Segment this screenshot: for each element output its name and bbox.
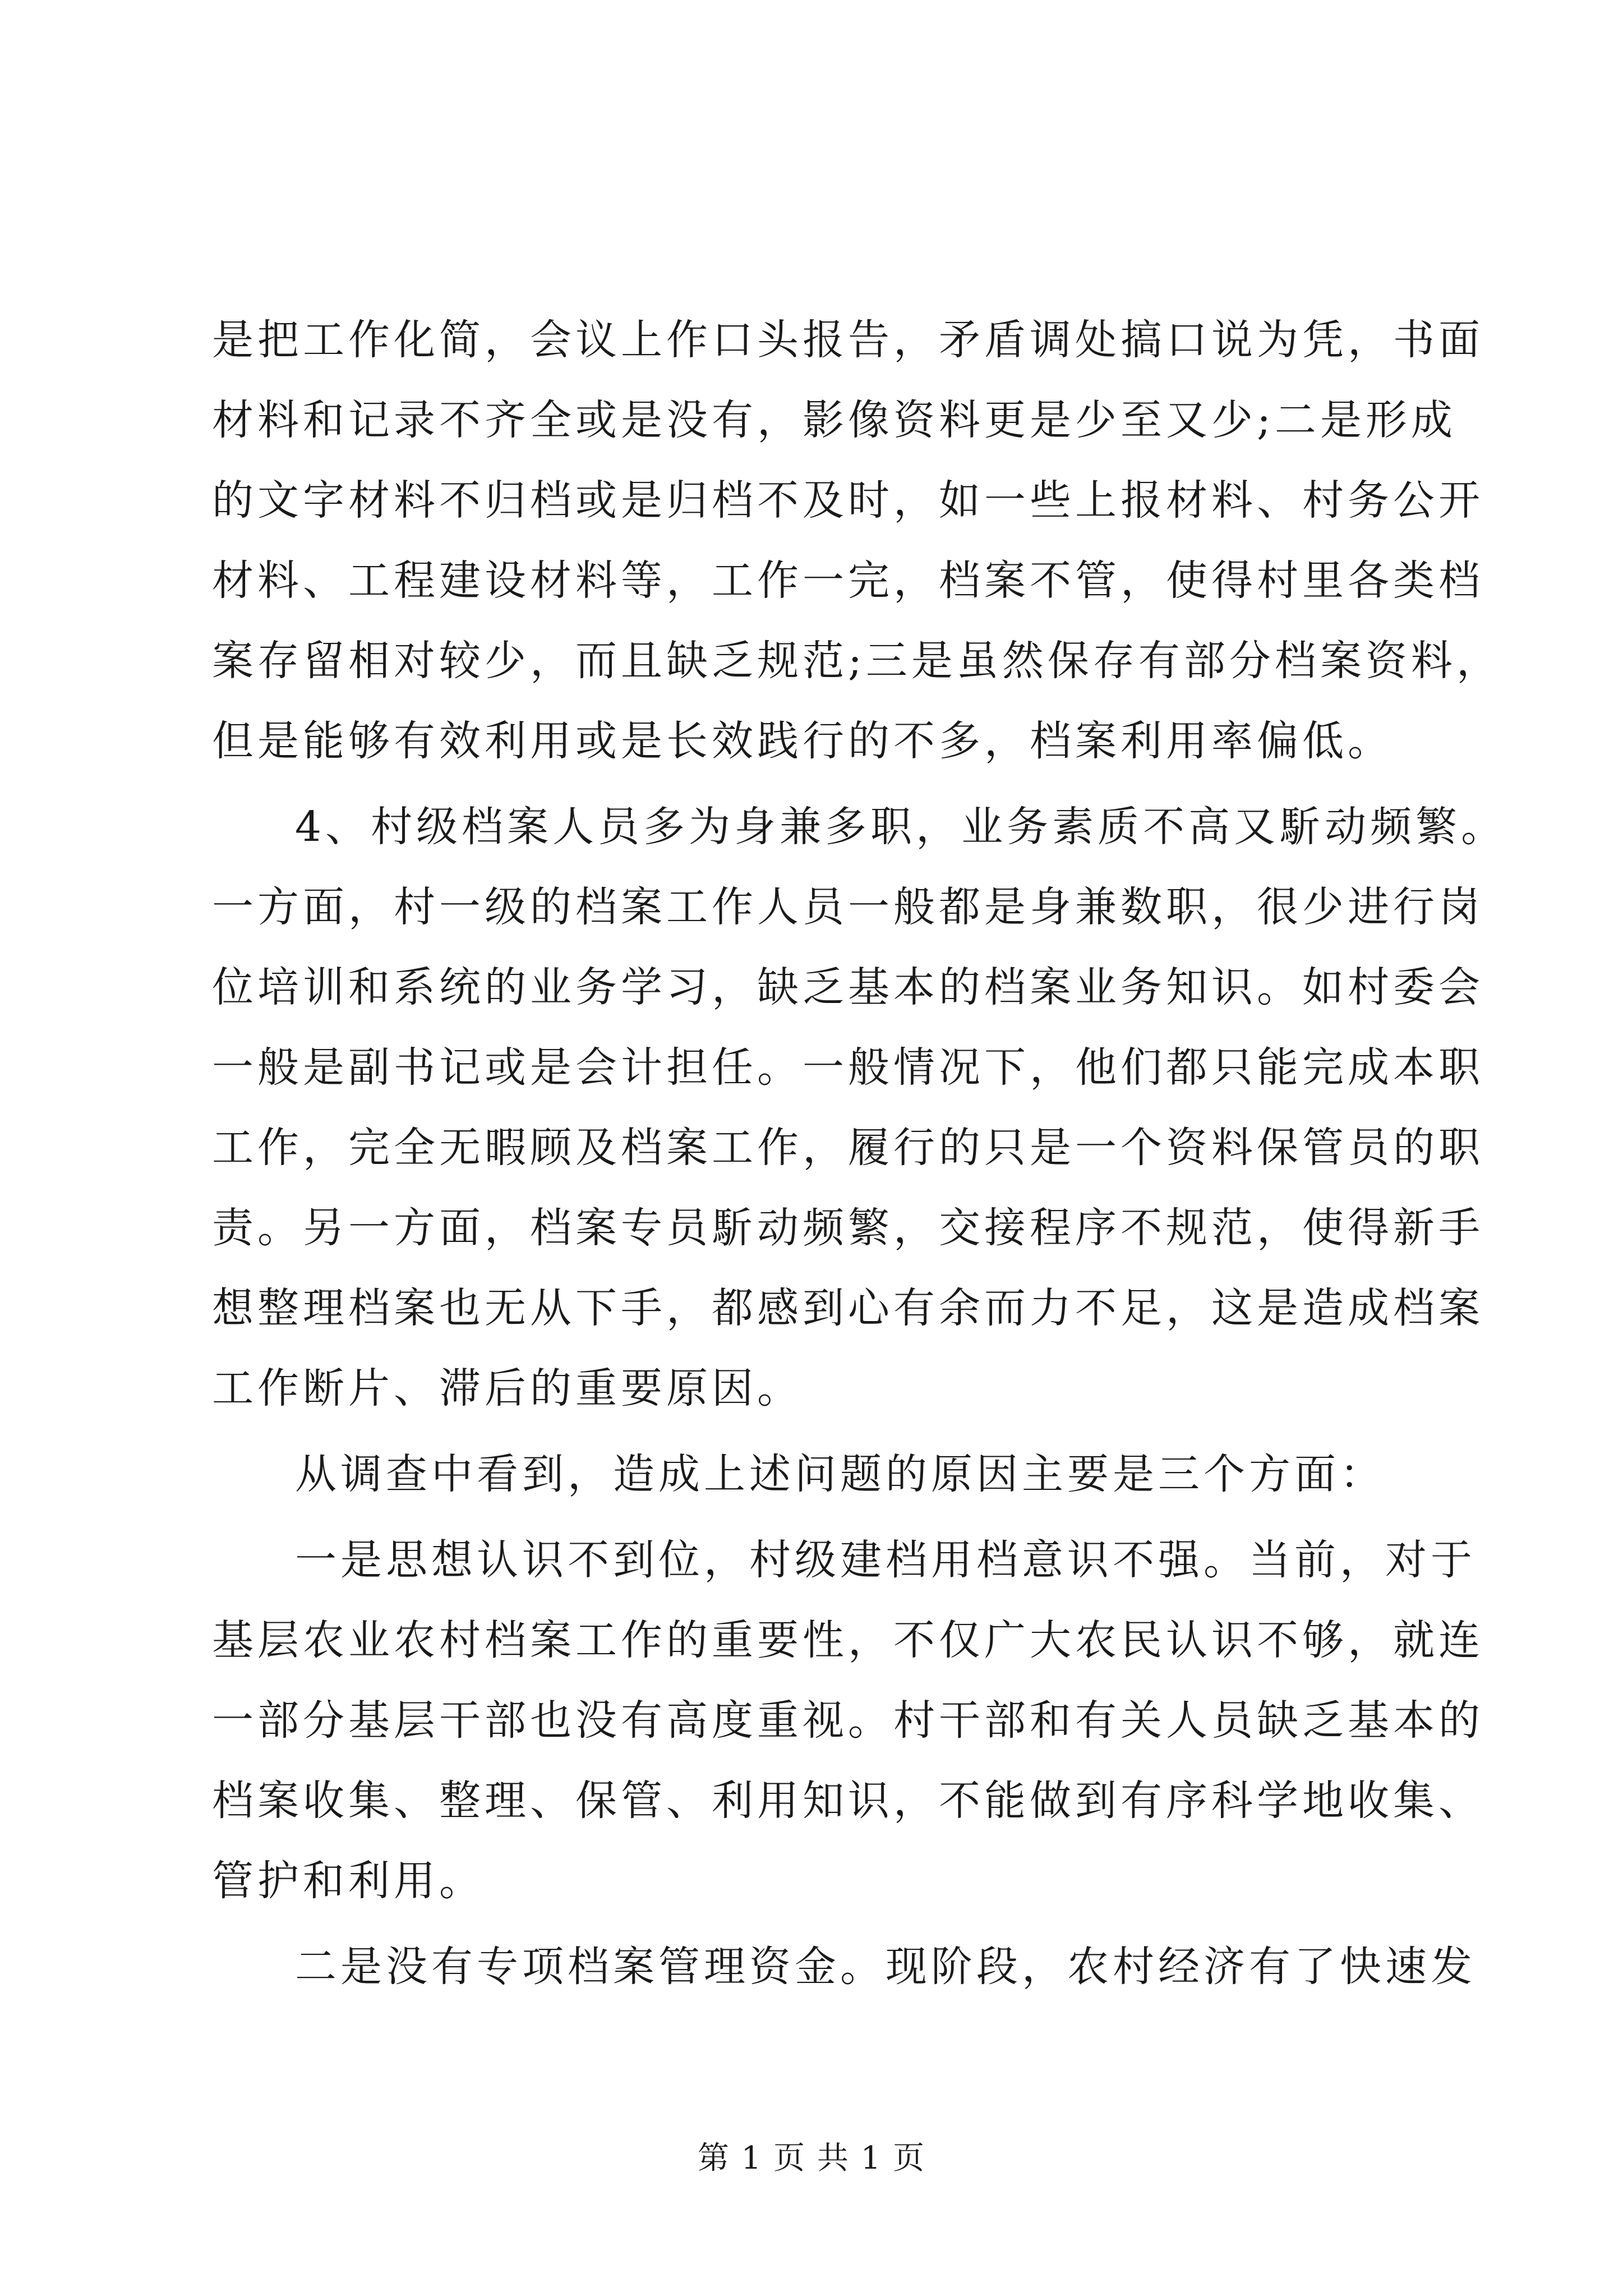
text-line: 一般是副书记或是会计担任。一般情况下，他们都只能完成本职	[212, 1043, 1484, 1092]
text-line: 工作，完全无暇顾及档案工作，履行的只是一个资料保管员的职	[212, 1124, 1484, 1172]
paragraph-start-line: 4、村级档案人员多为身兼多职，业务素质不高又馸动频繁。	[295, 803, 1507, 851]
text-line: 工作断片、滞后的重要原因。	[212, 1364, 803, 1412]
document-body	[212, 300, 1507, 2007]
paragraph-start-line: 一是思想认识不到位，村级建档用档意识不强。当前，对于	[295, 1536, 1476, 1584]
text-line: 是把工作化简，会议上作口头报告，矛盾调处搞口说为凭，书面	[212, 316, 1484, 364]
text-line: 位培训和系统的业务学习，缺乏基本的档案业务知识。如村委会	[212, 963, 1484, 1011]
text-line: 基层农业农村档案工作的重要性，不仅广大农民认识不够，就连	[212, 1616, 1484, 1664]
paragraph-start-line: 从调查中看到，造成上述问题的原因主要是三个方面：	[295, 1450, 1385, 1498]
text-line: 但是能够有效利用或是长效践行的不多，档案利用率偏低。	[212, 717, 1393, 765]
text-line: 材料和记录不齐全或是没有，影像资料更是少至又少;二是形成	[212, 396, 1456, 444]
text-line: 档案收集、整理、保管、利用知识，不能做到有序科学地收集、	[212, 1777, 1484, 1825]
text-line: 一部分基层干部也没有高度重视。村干部和有关人员缺乏基本的	[212, 1696, 1484, 1745]
text-line: 管护和利用。	[212, 1857, 485, 1905]
text-line: 的文字材料不归档或是归档不及时，如一些上报材料、村务公开	[212, 476, 1484, 524]
page-number-label: 第 1 页 共 1 页	[697, 2140, 926, 2177]
text-line: 想整理档案也无从下手，都感到心有余而力不足，这是造成档案	[212, 1284, 1484, 1332]
text-line: 案存留相对较少，而且缺乏规范;三是虽然保存有部分档案资料，	[212, 637, 1502, 685]
text-line: 材料、工程建设材料等，工作一完，档案不管，使得村里各类档	[212, 556, 1484, 605]
text-line: 责。另一方面，档案专员馸动频繁，交接程序不规范，使得新手	[212, 1204, 1484, 1252]
page-footer	[0, 2136, 1623, 2181]
paragraph-start-line: 二是没有专项档案管理资金。现阶段，农村经济有了快速发	[295, 1943, 1476, 1991]
text-line: 一方面，村一级的档案工作人员一般都是身兼数职，很少进行岗	[212, 883, 1484, 931]
